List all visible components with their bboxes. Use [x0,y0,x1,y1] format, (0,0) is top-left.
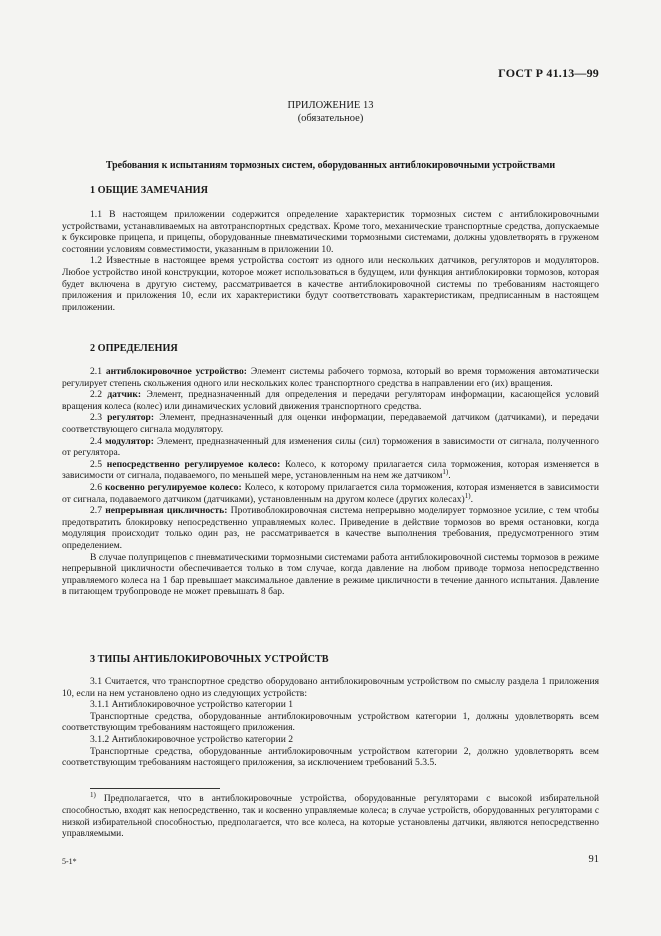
section-3-heading: 3 ТИПЫ АНТИБЛОКИРОВОЧНЫХ УСТРОЙСТВ [90,654,329,665]
footnote-text: Предполагается, что в антиблокировочные устройства, оборудованные регуляторами с высокой избирательной способностью, входят как непосредственно, так и косвенно управляемые колеса; в случае устройств, оборудованных регуляторами с низкой избирательной способностью, предполагается, что все колеса, на которые установлены датчики, являются непосредственно управляемыми. [62,794,599,840]
appendix-title: ПРИЛОЖЕНИЕ 13 [287,100,374,111]
definition-term: датчик: [107,389,142,401]
definition-text: Колесо, к которому прилагается сила торможения, которая изменяется в зависимости от сигнала, подаваемого, по меньшей мере, установленным на нем же датчиком [62,458,599,482]
definition-text: Элемент, предназначенный для определения и передачи регуляторам информации, касающейся условий вращения колеса (колес) или динамических условий движения транспортного средства. [62,389,599,412]
definition-term: антиблокировочное устройство: [105,366,247,377]
definition-term: модулятор: [105,435,154,447]
footnote-ref: 1) [464,491,471,500]
document-title: Требования к испытаниям тормозных систем, оборудованных антиблокировочными устройствами [105,160,556,171]
definition-2-7 [62,505,599,551]
section-2-heading: 2 ОПРЕДЕЛЕНИЯ [90,343,178,354]
appendix-heading [0,99,661,125]
definition-2-6: 2.6 косвенно регулируемое колесо: Колесо, к которому прилагается сила торможения, которая изменяется в зависимости от сигнала, подаваемого датчиком (датчиками), установленным на другом колесе (других колесах)$^{1)}$. [62,481,599,505]
definition-2-3 [62,412,599,435]
definition-2-5: 2.5 непосредственно регулируемое колесо: Колесо, к которому прилагается сила торможения, которая изменяется в зависимости от сигнала, подаваемого, по меньшей мере, установленным на нем же датчиком$^{1)}$. [62,458,599,482]
paragraph-3-1-2-text: Транспортные средства, оборудованные антиблокировочным устройством категории 2, должно удовлетворять всем соответствующим требованиям настоящего приложения, за исключением требований 5.3.5. [62,745,599,769]
definition-term: непосредственно регулируемое колесо: [106,458,281,470]
paragraph-3-1: 3.1 Считается, что транспортное средство оборудовано антиблокировочным устройством по смыслу раздела 1 приложения 10, если на нем установлено одно из следующих устройств: [62,676,599,699]
definition-number: 2.7 [90,505,102,517]
section-1 [62,184,599,313]
definition-number: 2.1 [90,366,102,377]
section-2 [62,342,599,598]
section-1-heading: 1 ОБЩИЕ ЗАМЕЧАНИЯ [90,185,208,196]
definition-number: 2.3 [90,412,102,424]
definition-number: 2.5 [90,458,102,470]
definition-number: 2.2 [90,389,102,401]
paragraph-3-1-2-heading: 3.1.2 Антиблокировочное устройство категории 2 [90,733,294,745]
paragraph-1-1: 1.1 В настоящем приложении содержится определение характеристик тормозных систем с антиблокировочными устройствами, устанавливаемых на автотранспортных средствах. Кроме того, механические транспортные средства, допускаемые к буксировке прицепа, и прицепы, оборудованные пневматическими тормозными системами, должны удовлетворять в груженом состоянии условиям совместимости, указанным в приложении 10. [62,209,599,255]
paragraph-semitrailers: В случае полуприцепов с пневматическими тормозными системами работа антиблокировочной системы тормозов в режиме непрерывной цикличности обеспечивается только в том случае, когда давление на любом приводе тормоза непосредственно управляемого колеса на 1 бар превышает максимальное давление в режиме цикличности в течение данного испытания. Давление в питающем трубопроводе не может превышать 8 бар. [62,551,599,598]
sheet-mark: 5-1* [62,857,77,866]
paragraph-1-2: 1.2 Известные в настоящее время устройства состоят из одного или нескольких датчиков, регуляторов и модуляторов. Любое устройство иной конструкции, которое может использоваться в будущем, или функция антиблокировки тормозов, которая будет включена в другую систему, рассматривается в качестве антиблокировочной системы по требованиям настоящего приложения и приложения 10, если их характеристики будут соответствовать характеристикам, предписанным в настоящем приложении. [62,255,599,313]
definition-number: 2.6 [90,481,102,493]
definition-term: регулятор: [107,412,155,424]
footnote-ref: 1) [442,468,449,477]
definition-2-1 [62,366,599,389]
footnote [62,790,599,841]
definition-2-4 [62,436,599,459]
definition-number: 2.4 [90,435,102,447]
footnote-paragraph [62,790,599,841]
definition-term: косвенно регулируемое колесо: [105,481,242,493]
footnote-divider [90,788,220,789]
definition-text: Элемент, предназначенный для изменения силы (сил) торможения в зависимости от сигнала, полученного от регулятора. [62,435,599,459]
definition-2-2 [62,389,599,412]
definition-text: Элемент, предназначенный для оценки информации, передаваемой датчиком (датчиками), и передачи соответствующего сигнала модулятору. [62,412,600,435]
definition-text: Элемент системы рабочего тормоза, который во время торможения автоматически регулирует степень скольжения одного или нескольких колес транспортного средства в направлении его (их) вращения. [62,366,599,389]
paragraph-3-1-1-text: Транспортные средства, оборудованные антиблокировочным устройством категории 1, должны удовлетворять всем соответствующим требованиям настоящего приложения. [62,710,599,734]
paragraph-3-1-1-heading: 3.1.1 Антиблокировочное устройство категории 1 [90,699,294,711]
footnote-marker: 1) [90,790,96,799]
definition-text: Противоблокировочная система непрерывно моделирует тормозное усилие, с тем чтобы предотвратить блокировку непосредственно управляемых колес. Приведение в действие тормозов во время остановки, когда модуляция происходит только один раз, не рассматривается в качестве выполнения требования, предусмотренного этим определением. [62,505,599,551]
appendix-status: (обязательное) [297,113,364,124]
definition-text: Колесо, к которому прилагается сила торможения, которая изменяется в зависимости от сигнала, подаваемого датчиком (датчиками), установленным на другом колесе (других колесах) [62,481,599,505]
page-number: 91 [588,854,599,865]
definition-term: непрерывная цикличность: [105,505,228,517]
section-3 [62,653,599,769]
standard-code: ГОСТ Р 41.13—99 [498,66,599,80]
